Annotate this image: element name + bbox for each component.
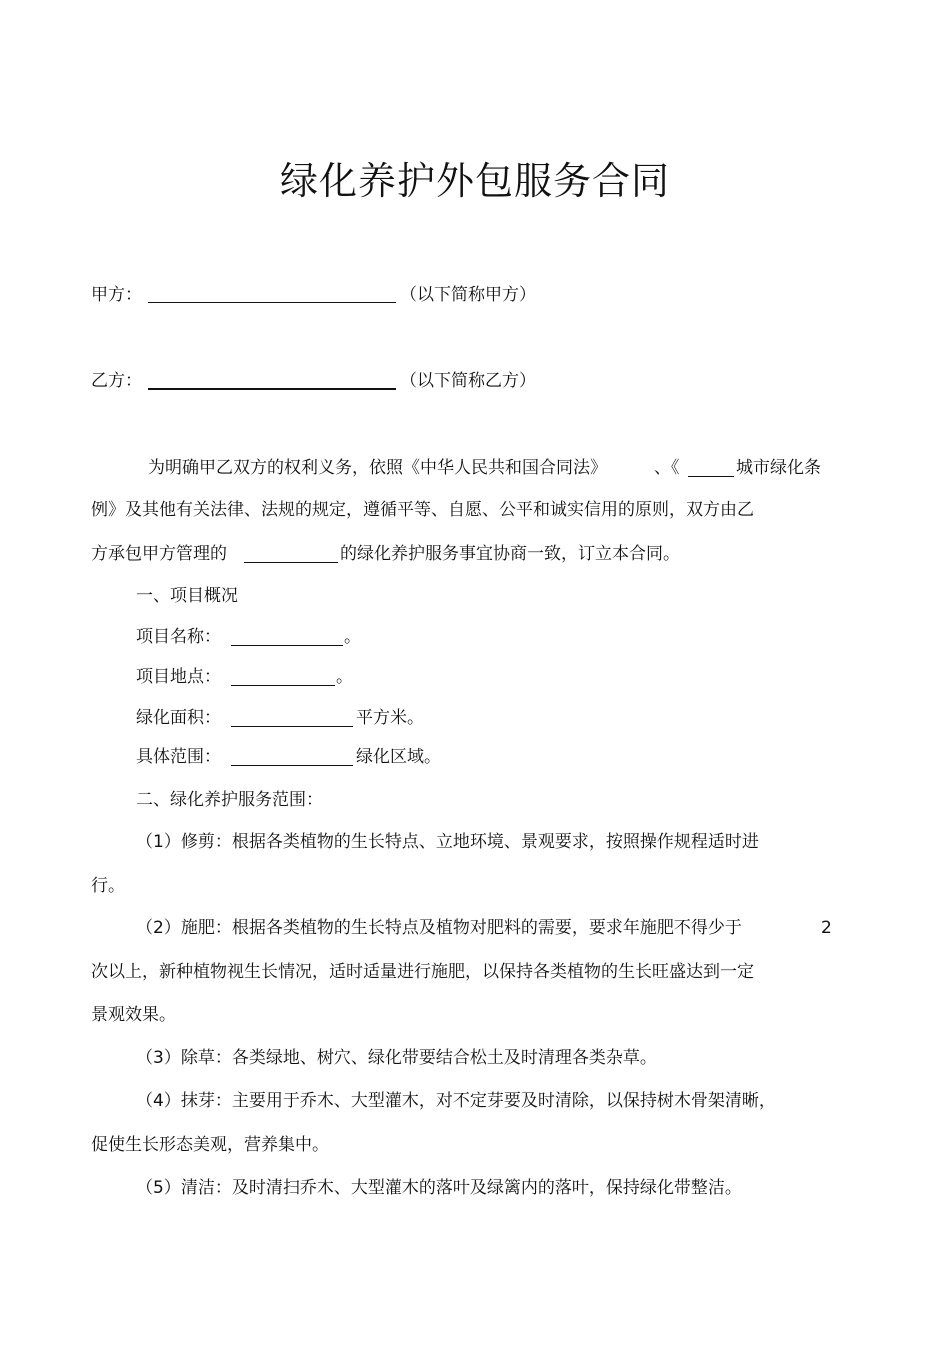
item1-line2: 行。 [91,876,125,896]
party-b-note: （以下简称乙方） [400,371,536,391]
item5: （5）清洁：及时清扫乔木、大型灌木的落叶及绿篱内的落叶，保持绿化带整洁。 [136,1178,742,1198]
green-area-end: 平方米。 [356,708,424,728]
item1-line1: （1）修剪：根据各类植物的生长特点、立地环境、景观要求，按照操作规程适时进 [136,832,759,852]
green-area-label: 绿化面积： [136,708,221,728]
party-a-note: （以下简称甲方） [400,285,536,305]
project-name-end: 。 [344,627,361,647]
section1-heading: 一、项目概况 [136,586,238,606]
item2-line2: 次以上，新种植物视生长情况，适时适量进行施肥，以保持各类植物的生长旺盛达到一定 [91,962,754,982]
project-location-blank[interactable] [231,671,335,686]
project-name-label: 项目名称： [136,627,221,647]
party-b-label: 乙方： [91,371,142,391]
intro-line3-b: 的绿化养护服务事宜协商一致，订立本合同。 [340,544,680,564]
project-name-blank[interactable] [231,631,343,646]
project-location-label: 项目地点： [136,667,221,687]
item2-line3: 景观效果。 [91,1005,176,1025]
party-a-blank[interactable] [148,288,396,303]
scope-label: 具体范围： [136,747,221,767]
document-title: 绿化养护外包服务合同 [279,159,670,203]
item3: （3）除草：各类绿地、树穴、绿化带要结合松土及时清理各类杂草。 [136,1048,657,1068]
scope-end: 绿化区域。 [356,747,441,767]
project-location-end: 。 [336,667,353,687]
scope-blank[interactable] [231,751,353,766]
intro-line3-a: 方承包甲方管理的 [91,544,227,564]
project-blank[interactable] [244,548,338,563]
intro-line1-c: 城市绿化条 [736,458,821,478]
party-a-label: 甲方： [91,285,142,305]
intro-line2: 例》及其他有关法律、法规的规定，遵循平等、自愿、公平和诚实信用的原则，双方由乙 [91,500,754,520]
item4-line1: （4）抹芽：主要用于乔木、大型灌木，对不定芽要及时清除，以保持树木骨架清晰， [136,1091,776,1111]
city-blank[interactable] [688,462,734,477]
section2-heading: 二、绿化养护服务范围： [136,790,323,810]
item4-line2: 促使生长形态美观，营养集中。 [91,1135,329,1155]
intro-line1-b: 、《 [654,458,680,478]
item2-number: 2 [821,918,832,938]
intro-line1-a: 为明确甲乙双方的权利义务，依照《中华人民共和国合同法》 [148,458,607,478]
party-b-blank[interactable] [148,374,396,390]
green-area-blank[interactable] [231,712,353,727]
item2-line1: （2）施肥：根据各类植物的生长特点及植物对肥料的需要，要求年施肥不得少于 [136,918,742,938]
